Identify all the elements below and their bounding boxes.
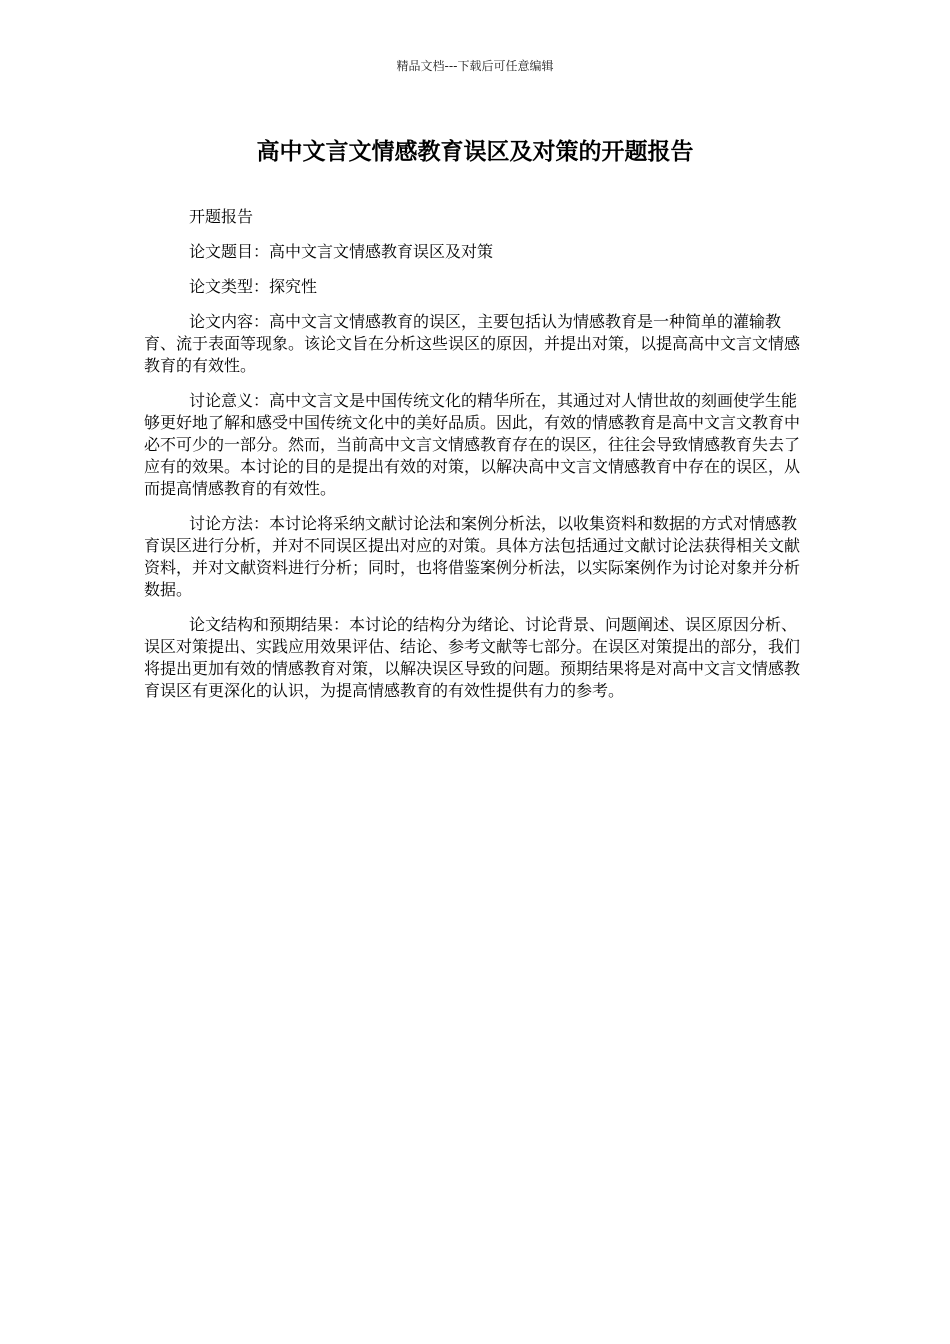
document-title: 高中文言文情感教育误区及对策的开题报告: [256, 139, 694, 165]
page-header-note: 精品文档---下载后可任意编辑: [396, 59, 554, 73]
paragraph-thesis-title: 论文题目：高中文言文情感教育误区及对策: [189, 242, 494, 261]
paragraph-methods: 讨论方法：本讨论将采纳文献讨论法和案例分析法，以收集资料和数据的方式对情感教育误区进行分析，并对不同误区提出对应的对策。具体方法包括通过文献讨论法获得相关文献资料，并对文献资料进行分析；同时，也将借鉴案例分析法，以实际案例作为讨论对象并分析数据。: [144, 514, 801, 599]
paragraph-thesis-type: 论文类型：探究性: [189, 277, 318, 296]
paragraph-structure-results: 论文结构和预期结果：本讨论的结构分为绪论、讨论背景、问题阐述、误区原因分析、误区对策提出、实践应用效果评估、结论、参考文献等七部分。在误区对策提出的部分，我们将提出更加有效的情感教育对策，以解决误区导致的问题。预期结果将是对高中文言文情感教育误区有更深化的认识，为提高情感教育的有效性提供有力的参考。: [144, 615, 801, 700]
document-body: [144, 206, 808, 715]
paragraph-thesis-content: 论文内容：高中文言文情感教育的误区，主要包括认为情感教育是一种简单的灌输教育、流于表面等现象。该论文旨在分析这些误区的原因，并提出对策，以提高高中文言文情感教育的有效性。: [144, 312, 801, 375]
paragraph-report-label: 开题报告: [189, 207, 254, 226]
paragraph-significance: 讨论意义：高中文言文是中国传统文化的精华所在，其通过对人情世故的刻画使学生能够更好地了解和感受中国传统文化中的美好品质。因此，有效的情感教育是高中文言文教育中必不可少的一部分。然而，当前高中文言文情感教育存在的误区，往往会导致情感教育失去了应有的效果。本讨论的目的是提出有效的对策，以解决高中文言文情感教育中存在的误区，从而提高情感教育的有效性。: [144, 391, 801, 498]
